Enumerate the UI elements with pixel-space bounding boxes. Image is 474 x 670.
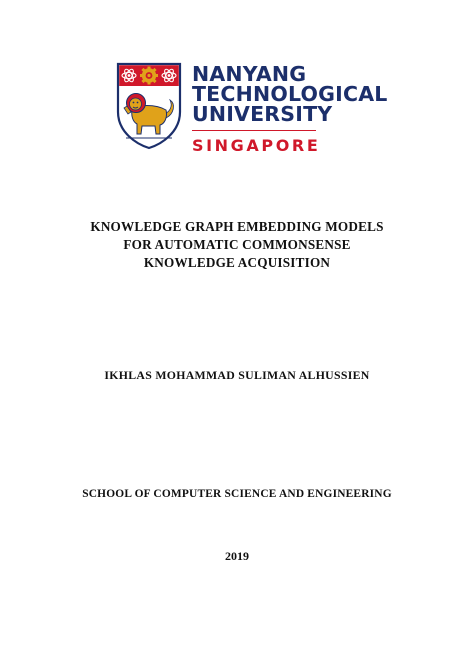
university-crest-icon: [116, 62, 182, 150]
university-logo: [116, 62, 388, 155]
school-name: SCHOOL OF COMPUTER SCIENCE AND ENGINEERING: [82, 488, 392, 500]
title-line-3: KNOWLEDGE ACQUISITION: [143, 255, 331, 270]
logo-text-line-3: UNIVERSITY: [192, 102, 333, 126]
publication-year: 2019: [225, 549, 249, 563]
title-line-1: KNOWLEDGE GRAPH EMBEDDING MODELS: [90, 219, 384, 234]
author-name: IKHLAS MOHAMMAD SULIMAN ALHUSSIEN: [104, 368, 370, 382]
university-wordmark: [192, 62, 388, 155]
thesis-title: [0, 218, 474, 272]
logo-text-line-2: TECHNOLOGICAL: [192, 82, 388, 106]
logo-text-singapore: SINGAPORE: [192, 130, 316, 155]
logo-text-line-1: NANYANG: [192, 62, 307, 86]
title-line-2: FOR AUTOMATIC COMMONSENSE: [123, 237, 351, 252]
